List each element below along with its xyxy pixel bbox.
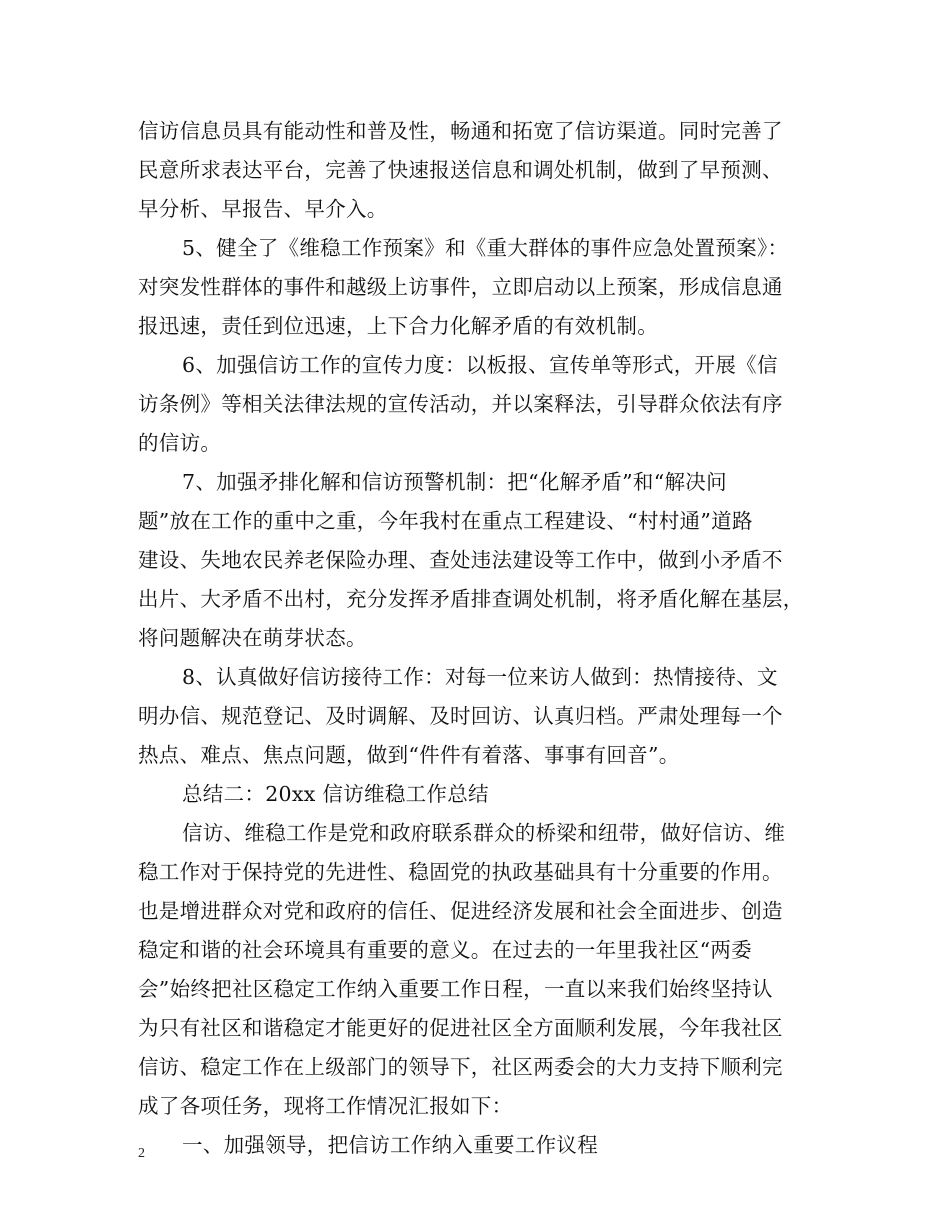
page-number: 2 bbox=[138, 1146, 145, 1161]
text-line: 将问题解决在萌芽状态。 bbox=[138, 626, 367, 650]
text-line: 总结二：20xx 信访维稳工作总结 bbox=[182, 782, 489, 806]
text-line: 题”放在工作的重中之重，今年我村在重点工程建设、“村村通”道路 bbox=[138, 509, 753, 533]
text-line: 明办信、规范登记、及时调解、及时回访、认真归档。严肃处理每一个 bbox=[138, 704, 783, 728]
text-line: 建设、失地农民养老保险办理、查处违法建设等工作中，做到小矛盾不 bbox=[138, 548, 783, 572]
text-line: 信访、稳定工作在上级部门的领导下，社区两委会的大力支持下顺利完 bbox=[138, 1055, 783, 1079]
text-line: 稳工作对于保持党的先进性、稳固党的执政基础具有十分重要的作用。 bbox=[138, 860, 783, 884]
text-line: 民意所求表达平台，完善了快速报送信息和调处机制，做到了早预测、 bbox=[138, 158, 783, 182]
text-line: 8、认真做好信访接待工作：对每一位来访人做到：热情接待、文 bbox=[182, 665, 778, 689]
text-line: 7、加强矛排化解和信访预警机制：把“化解矛盾”和“解决问 bbox=[182, 470, 727, 494]
text-line: 访条例》等相关法律法规的宣传活动，并以案释法，引导群众依法有序 bbox=[138, 392, 783, 416]
text-line: 为只有社区和谐稳定才能更好的促进社区全方面顺利发展，今年我社区 bbox=[138, 1016, 783, 1040]
text-line: 信访、维稳工作是党和政府联系群众的桥梁和纽带，做好信访、维 bbox=[182, 821, 786, 845]
text-line: 5、健全了《维稳工作预案》和《重大群体的事件应急处置预案》： bbox=[182, 236, 789, 260]
text-line: 报迅速，责任到位迅速，上下合力化解矛盾的有效机制。 bbox=[138, 314, 658, 338]
text-line: 稳定和谐的社会环境具有重要的意义。在过去的一年里我社区“两委 bbox=[138, 938, 752, 962]
text-line: 早分析、早报告、早介入。 bbox=[138, 197, 388, 221]
text-line: 信访信息员具有能动性和普及性，畅通和拓宽了信访渠道。同时完善了 bbox=[138, 119, 783, 143]
text-line: 成了各项任务，现将工作情况汇报如下： bbox=[138, 1094, 513, 1118]
text-line: 也是增进群众对党和政府的信任、促进经济发展和社会全面进步、创造 bbox=[138, 899, 783, 923]
text-line: 的信访。 bbox=[138, 431, 222, 455]
text-line: 6、加强信访工作的宣传力度：以板报、宣传单等形式，开展《信 bbox=[182, 353, 778, 377]
text-line: 一、加强领导，把信访工作纳入重要工作议程 bbox=[182, 1133, 598, 1157]
text-line: 会”始终把社区稳定工作纳入重要工作日程，一直以来我们始终坚持认 bbox=[138, 977, 773, 1001]
document-body bbox=[138, 112, 828, 1165]
text-line: 对突发性群体的事件和越级上访事件，立即启动以上预案，形成信息通 bbox=[138, 275, 783, 299]
text-line: 出片、大矛盾不出村，充分发挥矛盾排查调处机制，将矛盾化解在基层， bbox=[138, 587, 804, 611]
text-line: 热点、难点、焦点问题，做到“件件有着落、事事有回音”。 bbox=[138, 743, 680, 767]
